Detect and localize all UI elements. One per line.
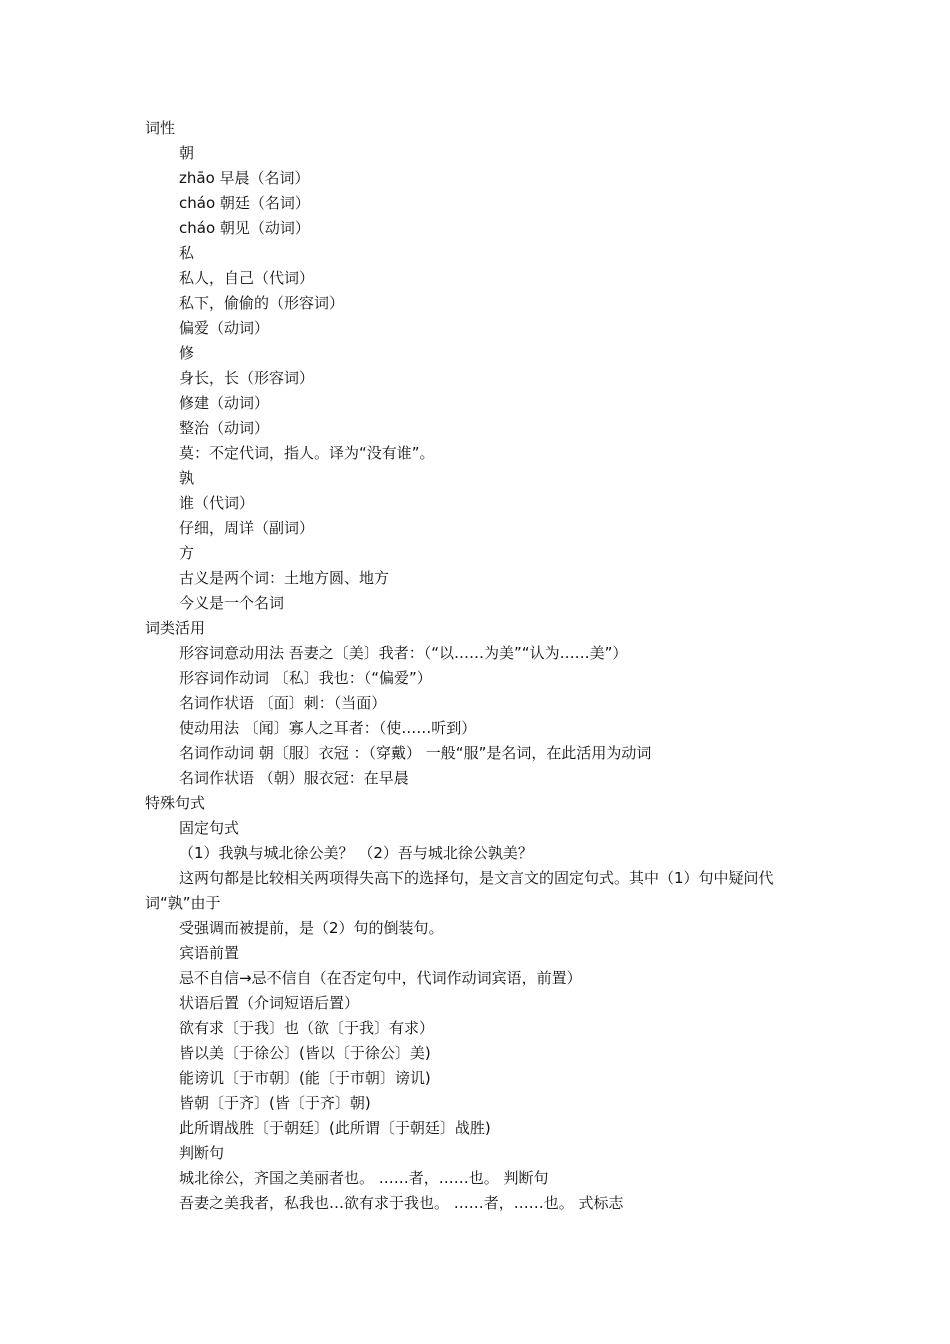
- subheading-judgment-sentence: 判断句: [179, 1144, 225, 1162]
- example-line: 忌不自信→忌不信自（在否定句中，代词作动词宾语，前置）: [179, 969, 582, 987]
- subheading-adverbial-postposing: 状语后置（介词短语后置）: [179, 994, 360, 1012]
- example-line: 欲有求〔于我〕也（欲〔于我〕有求）: [179, 1019, 435, 1037]
- usage-line: 名词作状语 〔面〕刺：（当面）: [179, 694, 387, 712]
- usage-line: 使动用法 〔闻〕寡人之耳者：（使……听到）: [179, 719, 477, 737]
- subheading-object-preposing: 宾语前置: [179, 944, 240, 962]
- usage-line: 名词作状语 （朝）服衣冠：在早晨: [179, 769, 409, 787]
- example-sentences: （1）我孰与城北徐公美？ （2）吾与城北徐公孰美？: [179, 844, 533, 862]
- entry-headword-zhao: 朝: [179, 144, 195, 162]
- entry-line: 谁（代词）: [179, 494, 255, 512]
- entry-headword-fang: 方: [179, 544, 195, 562]
- entry-line: 身长，长（形容词）: [179, 369, 315, 387]
- example-line: 吾妻之美我者，私我也…欲有求于我也。 ……者，……也。 式标志: [179, 1194, 624, 1212]
- entry-line: 私下，偷偷的（形容词）: [179, 294, 345, 312]
- explanation-continuation: 受强调而被提前，是（2）句的倒装句。: [179, 919, 444, 937]
- example-line: 皆以美〔于徐公〕(皆以〔于徐公〕美): [179, 1044, 431, 1062]
- entry-line: cháo 朝廷（名词）: [179, 194, 310, 212]
- entry-line: cháo 朝见（动词）: [179, 219, 310, 237]
- entry-line: 修建（动词）: [179, 394, 270, 412]
- entry-line-mo: 莫：不定代词，指人。译为“没有谁”。: [179, 444, 435, 462]
- section-heading-parts-of-speech: 词性: [145, 119, 176, 137]
- example-line: 城北徐公，齐国之美丽者也。 ……者，……也。 判断句: [179, 1169, 549, 1187]
- entry-headword-xiu: 修: [179, 344, 195, 362]
- document-body: [145, 116, 815, 1216]
- section-heading-special-sentences: 特殊句式: [145, 794, 206, 812]
- entry-line: 古义是两个词：土地方圆、地方: [179, 569, 390, 587]
- entry-line: zhāo 早晨（名词）: [179, 169, 310, 187]
- entry-line: 今义是一个名词: [179, 594, 285, 612]
- example-line: 能谤讥〔于市朝〕(能〔于市朝〕谤讥): [179, 1069, 431, 1087]
- entry-line: 偏爱（动词）: [179, 319, 270, 337]
- usage-line: 名词作动词 朝〔服〕衣冠 ：（穿戴） 一般“服”是名词，在此活用为动词: [179, 744, 652, 762]
- section-heading-word-class-usage: 词类活用: [145, 619, 206, 637]
- entry-headword-shu: 孰: [179, 469, 195, 487]
- example-line: 此所谓战胜〔于朝廷〕(此所谓〔于朝廷〕战胜): [179, 1119, 491, 1137]
- entry-headword-si: 私: [179, 244, 195, 262]
- explanation-paragraph: 这两句都是比较相关两项得失高下的选择句，是文言文的固定句式。其中（1）句中疑问代词“孰”由于: [145, 869, 774, 912]
- entry-line: 私人，自己（代词）: [179, 269, 315, 287]
- usage-line: 形容词作动词 〔私〕我也：（“偏爱”）: [179, 669, 432, 687]
- subheading-fixed-pattern: 固定句式: [179, 819, 240, 837]
- entry-line: 整治（动词）: [179, 419, 270, 437]
- usage-line: 形容词意动用法 吾妻之〔美〕我者：（“以……为美”“认为……美”）: [179, 644, 628, 662]
- entry-line: 仔细，周详（副词）: [179, 519, 315, 537]
- example-line: 皆朝〔于齐〕(皆〔于齐〕朝): [179, 1094, 371, 1112]
